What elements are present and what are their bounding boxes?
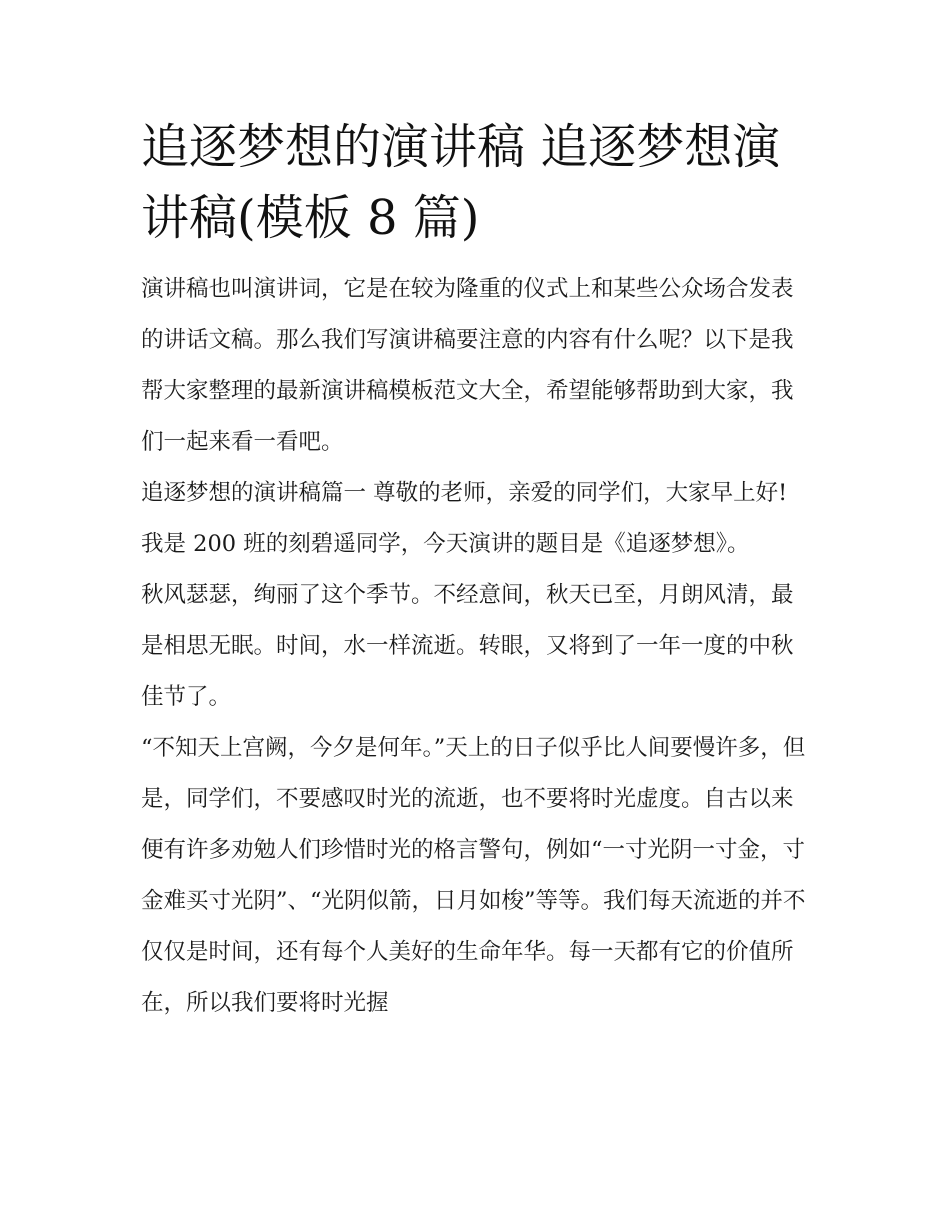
document-content xyxy=(141,112,813,1029)
paragraph-intro: 演讲稿也叫演讲词，它是在较为隆重的仪式上和某些公众场合发表的讲话文稿。那么我们写演讲稿要注意的内容有什么呢？以下是我帮大家整理的最新演讲稿模板范文大全，希望能够帮助到大家，我们一起来看一看吧。 xyxy=(141,276,794,455)
paragraph-time: “不知天上宫阙，今夕是何年。”天上的日子似乎比人间要慢许多，但是，同学们，不要感叹时光的流逝，也不要将时光虚度。自古以来便有许多劝勉人们珍惜时光的格言警句，例如“一寸光阴一寸金，寸金难买寸光阴”、“光阴似箭，日月如梭”等等。我们每天流逝的并不仅仅是时间，还有每个人美好的生命年华。每一天都有它的价值所在，所以我们要将时光握 xyxy=(141,735,806,1016)
paragraph-greeting: 追逐梦想的演讲稿篇一 尊敬的老师，亲爱的同学们，大家早上好! 我是 200 班的刻碧遥同学，今天演讲的题目是《追逐梦想》。 xyxy=(141,480,788,557)
document-title: 追逐梦想的演讲稿 追逐梦想演讲稿(模板 8 篇) xyxy=(141,119,781,246)
document-body xyxy=(141,264,813,1029)
paragraph-autumn: 秋风瑟瑟，绚丽了这个季节。不经意间，秋天已至，月朗风清，最是相思无眠。时间，水一样流逝。转眼，又将到了一年一度的中秋佳节了。 xyxy=(141,582,794,710)
